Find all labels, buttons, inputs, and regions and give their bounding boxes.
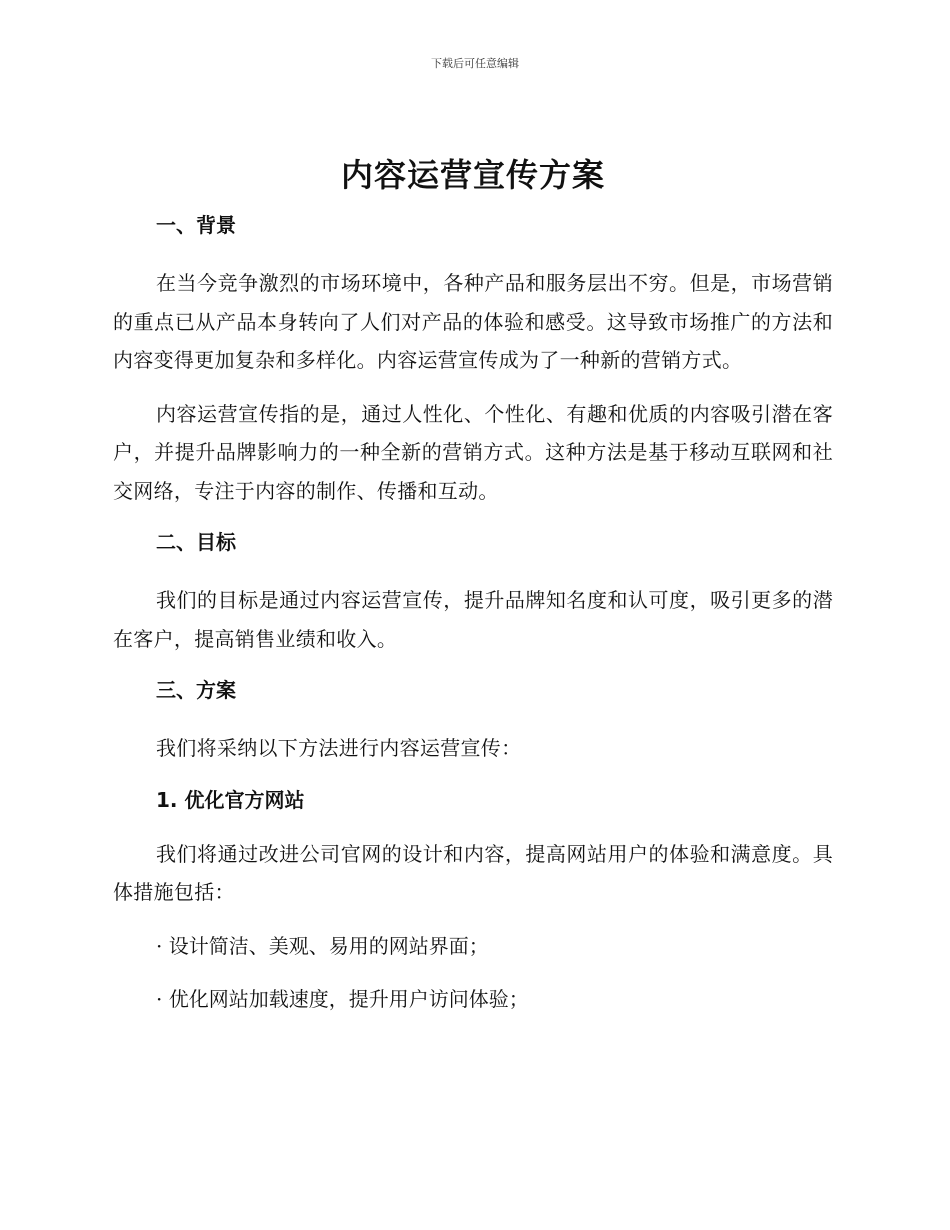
plan-item-1-text: 我们将通过改进公司官网的设计和内容，提高网站用户的体验和满意度。具体措施包括：: [113, 841, 833, 904]
plan-intro: 我们将采纳以下方法进行内容运营宣传：: [156, 736, 522, 760]
document-title: 内容运营宣传方案: [340, 156, 605, 194]
goal-paragraph: 我们的目标是通过内容运营宣传，提升品牌知名度和认可度，吸引更多的潜在客户，提高销售业绩和收入。: [113, 588, 833, 651]
plan-item-1-heading: 1. 优化官方网站: [156, 787, 305, 812]
background-paragraph-1: 在当今竞争激烈的市场环境中，各种产品和服务层出不穷。但是，市场营销的重点已从产品本身转向了人们对产品的体验和感受。这导致市场推广的方法和内容变得更加复杂和多样化。内容运营宣传成为了一种新的营销方式。: [113, 271, 833, 372]
plan-bullet: · 优化网站加载速度，提升用户访问体验；: [156, 986, 529, 1011]
document-body: [113, 150, 833, 1033]
section-heading-plan: 三、方案: [156, 678, 236, 702]
background-paragraph-2: 内容运营宣传指的是，通过人性化、个性化、有趣和优质的内容吸引潜在客户，并提升品牌影响力的一种全新的营销方式。这种方法是基于移动互联网和社交网络，专注于内容的制作、传播和互动。: [113, 401, 833, 503]
section-heading-background: 一、背景: [156, 213, 236, 237]
header-note: 下载后可任意编辑: [431, 57, 519, 70]
section-heading-goal: 二、目标: [156, 530, 236, 554]
plan-bullet: · 设计简洁、美观、易用的网站界面；: [156, 933, 489, 958]
